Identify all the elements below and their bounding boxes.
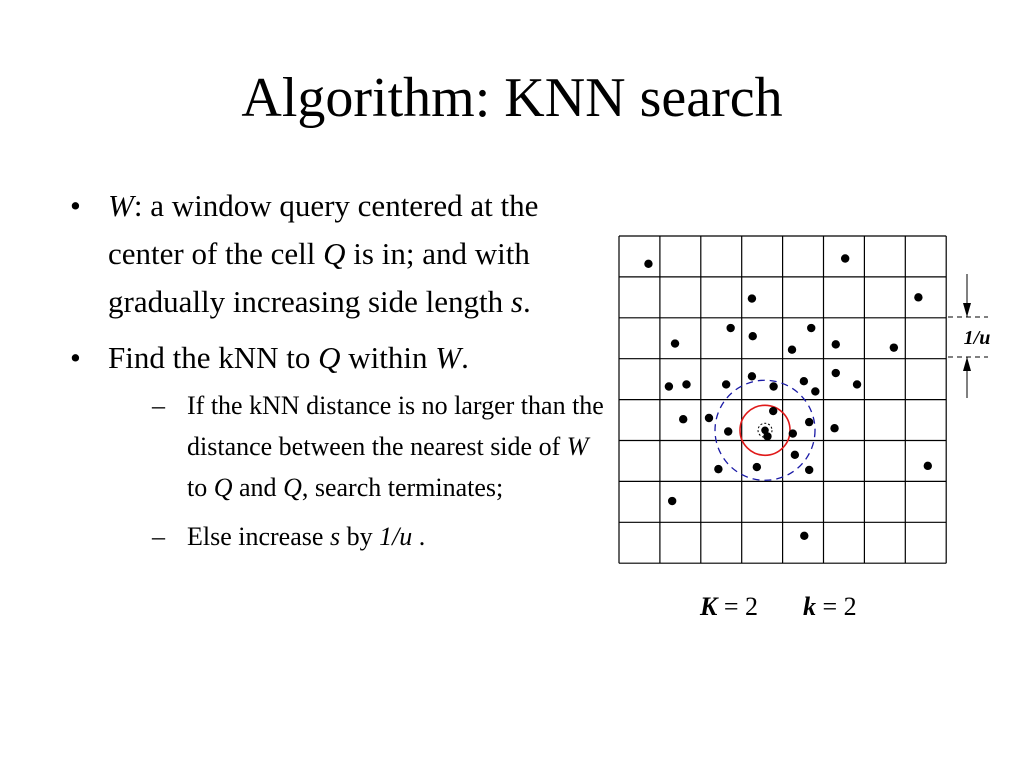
data-point [724, 427, 732, 435]
data-point [805, 418, 813, 426]
cell-size-marker [948, 274, 996, 398]
scale-arrow-top-head [963, 303, 971, 317]
data-point [748, 372, 756, 380]
data-point [788, 346, 796, 354]
data-point [924, 462, 932, 470]
bullet-marker: • [70, 340, 81, 375]
data-point [769, 407, 777, 415]
sub-bullet-text: Else increase s by 1/u . [187, 522, 426, 551]
data-point [749, 332, 757, 340]
slide-title: Algorithm: KNN search [241, 67, 783, 129]
data-point [791, 451, 799, 459]
equation-small-k: k = 2 [803, 592, 857, 621]
data-point [668, 497, 676, 505]
data-point [726, 324, 734, 332]
data-point [800, 532, 808, 540]
data-point [841, 254, 849, 262]
data-point [800, 377, 808, 385]
cell-size-label: 1/u [963, 327, 991, 349]
data-point [830, 424, 838, 432]
data-point [914, 293, 922, 301]
data-point [805, 466, 813, 474]
grid [619, 236, 946, 563]
data-point [811, 387, 819, 395]
data-points [644, 254, 932, 540]
sub-bullet-marker: – [152, 391, 165, 420]
bullet-text: Find the kNN to Q within W. [108, 340, 469, 375]
data-point [853, 380, 861, 388]
data-point [644, 260, 652, 268]
data-point [789, 429, 797, 437]
data-point [665, 382, 673, 390]
data-point [890, 343, 898, 351]
data-point [807, 324, 815, 332]
data-point [705, 414, 713, 422]
data-point [769, 382, 777, 390]
data-point [753, 463, 761, 471]
scale-arrow-bottom-head [963, 357, 971, 371]
query-point-dot [761, 426, 769, 434]
data-point [671, 339, 679, 347]
bullet-marker: • [70, 188, 81, 223]
bullet-text: W: a window query centered at the center of the cell Q is in; and with gradually increasing side length s. [108, 188, 539, 319]
sub-bullet-marker: – [152, 522, 165, 551]
data-point [682, 380, 690, 388]
data-point [832, 340, 840, 348]
equation-big-k: K = 2 [700, 592, 759, 621]
data-point [679, 415, 687, 423]
sub-bullet-text: If the kNN distance is no larger than the distance between the nearest side of W to Q and Q, search terminates; [187, 391, 604, 502]
data-point [832, 369, 840, 377]
data-point [714, 465, 722, 473]
data-point [748, 294, 756, 302]
data-point [722, 380, 730, 388]
